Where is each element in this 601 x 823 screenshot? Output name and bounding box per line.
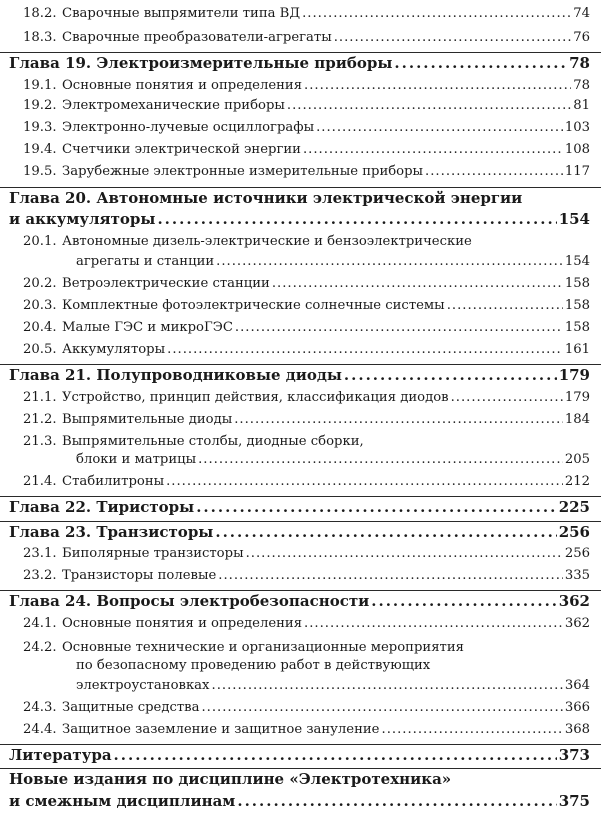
- dot-leader: [451, 390, 563, 406]
- entry-title: Биполярные транзисторы: [62, 546, 244, 561]
- toc-section-entry[interactable]: [23, 342, 590, 358]
- entry-title: Глава 19. Электроизмерительные приборы: [9, 54, 393, 72]
- dot-leader: [272, 276, 563, 292]
- toc-chapter-entry[interactable]: [9, 592, 590, 610]
- entry-number: 18.2.: [23, 6, 57, 21]
- toc-section-entry[interactable]: [23, 616, 590, 632]
- page-number: 154: [564, 254, 590, 269]
- entry-number: 24.1.: [23, 616, 57, 631]
- toc-section-entry[interactable]: [23, 474, 590, 490]
- dot-leader: [212, 678, 563, 694]
- dot-leader: [234, 412, 563, 428]
- page-number: 158: [564, 298, 590, 313]
- entry-title: и смежным дисциплинам: [9, 792, 236, 810]
- toc-chapter-entry[interactable]: [9, 498, 590, 516]
- page-number: 74: [573, 6, 590, 21]
- page-number: 78: [569, 54, 590, 72]
- entry-title: Основные понятия и определения: [62, 78, 303, 93]
- toc-chapter-entry[interactable]: [9, 523, 590, 541]
- page-number: 117: [564, 164, 590, 179]
- page-number: 184: [564, 412, 590, 427]
- toc-section-entry[interactable]: [76, 658, 590, 674]
- entry-title: Глава 20. Автономные источники электрической энергии: [9, 189, 523, 207]
- page-number: 179: [564, 390, 590, 405]
- entry-number: 19.5.: [23, 164, 57, 179]
- entry-number: 21.3.: [23, 434, 57, 449]
- toc-section-entry[interactable]: [76, 452, 590, 468]
- page-number: 375: [558, 792, 590, 810]
- dot-leader: [334, 30, 572, 46]
- dot-leader: [215, 523, 556, 541]
- entry-title: Комплектные фотоэлектрические солнечные системы: [62, 298, 445, 313]
- dot-leader: [246, 546, 563, 562]
- toc-section-entry[interactable]: [23, 390, 590, 406]
- page-number: 158: [564, 276, 590, 291]
- section-divider: [0, 496, 601, 497]
- page-number: 256: [558, 523, 590, 541]
- entry-number: 19.3.: [23, 120, 57, 135]
- toc-chapter-entry[interactable]: [9, 54, 590, 72]
- toc-section-entry[interactable]: [23, 6, 590, 22]
- entry-title: Выпрямительные столбы, диодные сборки,: [62, 434, 364, 449]
- entry-title: Стабилитроны: [62, 474, 165, 489]
- entry-number: 20.2.: [23, 276, 57, 291]
- entry-title: по безопасному проведению работ в действующих: [76, 658, 431, 673]
- section-divider: [0, 521, 601, 522]
- toc-chapter-entry[interactable]: [9, 210, 590, 228]
- page-number: 225: [558, 498, 590, 516]
- entry-title: Аккумуляторы: [62, 342, 166, 357]
- entry-title: Автономные дизель-электрические и бензоэлектрические: [62, 234, 472, 249]
- page-number: 154: [558, 210, 590, 228]
- page-number: 205: [564, 452, 590, 467]
- dot-leader: [394, 54, 567, 72]
- toc-section-entry[interactable]: [23, 98, 590, 114]
- entry-number: 24.3.: [23, 700, 57, 715]
- toc-section-entry[interactable]: [23, 546, 590, 562]
- entry-title: Глава 22. Тиристоры: [9, 498, 195, 516]
- toc-section-entry[interactable]: [23, 142, 590, 158]
- entry-title: Основные понятия и определения: [62, 616, 303, 631]
- toc-section-entry[interactable]: [23, 434, 590, 450]
- toc-section-entry[interactable]: [23, 722, 590, 738]
- toc-section-entry[interactable]: [23, 164, 590, 180]
- dot-leader: [196, 498, 556, 516]
- page-number: 362: [558, 592, 590, 610]
- entry-title: Электронно-лучевые осциллографы: [62, 120, 315, 135]
- page-number: 366: [564, 700, 590, 715]
- toc-section-entry[interactable]: [23, 568, 590, 584]
- entry-title: Зарубежные электронные измерительные приборы: [62, 164, 424, 179]
- entry-title: Защитные средства: [62, 700, 200, 715]
- dot-leader: [216, 254, 563, 270]
- entry-title: Малые ГЭС и микроГЭС: [62, 320, 233, 335]
- toc-section-entry[interactable]: [23, 298, 590, 314]
- toc-section-entry[interactable]: [23, 78, 590, 94]
- entry-title: электроустановках: [76, 678, 210, 693]
- dot-leader: [198, 452, 563, 468]
- toc-section-entry[interactable]: [23, 30, 590, 46]
- entry-number: 24.2.: [23, 640, 57, 655]
- entry-title: агрегаты и станции: [76, 254, 215, 269]
- section-divider: [0, 590, 601, 591]
- page-number: 364: [564, 678, 590, 693]
- entry-number: 19.2.: [23, 98, 57, 113]
- page-number: 335: [564, 568, 590, 583]
- entry-title: Электромеханические приборы: [62, 98, 285, 113]
- dot-leader: [235, 320, 563, 336]
- entry-title: Глава 24. Вопросы электробезопасности: [9, 592, 370, 610]
- entry-number: 19.4.: [23, 142, 57, 157]
- entry-number: 20.1.: [23, 234, 57, 249]
- page-number: 256: [564, 546, 590, 561]
- toc-section-entry[interactable]: [23, 234, 590, 250]
- entry-title: Основные технические и организационные мероприятия: [62, 640, 464, 655]
- page-number: 78: [573, 78, 590, 93]
- entry-title: Новые издания по дисциплине «Электротехника»: [9, 770, 452, 788]
- entry-number: 21.1.: [23, 390, 57, 405]
- dot-leader: [201, 700, 562, 716]
- entry-title: Глава 21. Полупроводниковые диоды: [9, 366, 342, 384]
- dot-leader: [316, 120, 563, 136]
- section-divider: [0, 187, 601, 188]
- toc-section-entry[interactable]: [23, 412, 590, 428]
- page-number: 103: [564, 120, 590, 135]
- dot-leader: [304, 78, 571, 94]
- dot-leader: [167, 342, 563, 358]
- dot-leader: [157, 210, 556, 228]
- dot-leader: [303, 142, 563, 158]
- toc-section-entry[interactable]: [23, 276, 590, 292]
- dot-leader: [166, 474, 563, 490]
- entry-number: 24.4.: [23, 722, 57, 737]
- dot-leader: [218, 568, 563, 584]
- toc-section-entry[interactable]: [76, 254, 590, 270]
- section-divider: [0, 52, 601, 53]
- entry-title: Сварочные преобразователи-агрегаты: [62, 30, 332, 45]
- entry-title: Счетчики электрической энергии: [62, 142, 301, 157]
- dot-leader: [425, 164, 563, 180]
- toc-section-entry[interactable]: [23, 320, 590, 336]
- entry-title: Защитное заземление и защитное зануление: [62, 722, 380, 737]
- section-divider: [0, 364, 601, 365]
- page-number: 368: [564, 722, 590, 737]
- toc-section-entry[interactable]: [23, 120, 590, 136]
- page-number: 161: [564, 342, 590, 357]
- entry-number: 20.3.: [23, 298, 57, 313]
- page-number: 373: [558, 746, 590, 764]
- entry-number: 18.3.: [23, 30, 57, 45]
- entry-number: 23.1.: [23, 546, 57, 561]
- entry-number: 20.4.: [23, 320, 57, 335]
- toc-chapter-entry[interactable]: [9, 189, 590, 207]
- dot-leader: [287, 98, 571, 114]
- toc-section-entry[interactable]: [23, 640, 590, 656]
- page-number: 212: [564, 474, 590, 489]
- page-number: 158: [564, 320, 590, 335]
- entry-title: блоки и матрицы: [76, 452, 197, 467]
- entry-title: Глава 23. Транзисторы: [9, 523, 214, 541]
- toc-chapter-entry[interactable]: [9, 366, 590, 384]
- toc-section-entry[interactable]: [76, 678, 590, 694]
- entry-number: 21.2.: [23, 412, 57, 427]
- entry-number: 19.1.: [23, 78, 57, 93]
- page-number: 108: [564, 142, 590, 157]
- entry-title: и аккумуляторы: [9, 210, 156, 228]
- page-number: 362: [564, 616, 590, 631]
- entry-title: Устройство, принцип действия, классификация диодов: [62, 390, 449, 405]
- entry-number: 21.4.: [23, 474, 57, 489]
- page-number: 81: [573, 98, 590, 113]
- toc-chapter-entry[interactable]: [9, 792, 590, 810]
- entry-title: Сварочные выпрямители типа ВД: [62, 6, 301, 21]
- dot-leader: [344, 366, 557, 384]
- page-number: 179: [558, 366, 590, 384]
- toc-section-entry[interactable]: [23, 700, 590, 716]
- entry-title: Литература: [9, 746, 112, 764]
- dot-leader: [302, 6, 571, 22]
- section-divider: [0, 744, 601, 745]
- toc-chapter-entry[interactable]: [9, 770, 590, 788]
- entry-title: Транзисторы полевые: [62, 568, 217, 583]
- dot-leader: [237, 792, 556, 810]
- dot-leader: [447, 298, 563, 314]
- dot-leader: [114, 746, 557, 764]
- entry-number: 23.2.: [23, 568, 57, 583]
- entry-title: Выпрямительные диоды: [62, 412, 233, 427]
- entry-title: Ветроэлектрические станции: [62, 276, 270, 291]
- entry-number: 20.5.: [23, 342, 57, 357]
- dot-leader: [382, 722, 563, 738]
- dot-leader: [371, 592, 556, 610]
- section-divider: [0, 768, 601, 769]
- dot-leader: [304, 616, 563, 632]
- page-number: 76: [573, 30, 590, 45]
- toc-chapter-entry[interactable]: [9, 746, 590, 764]
